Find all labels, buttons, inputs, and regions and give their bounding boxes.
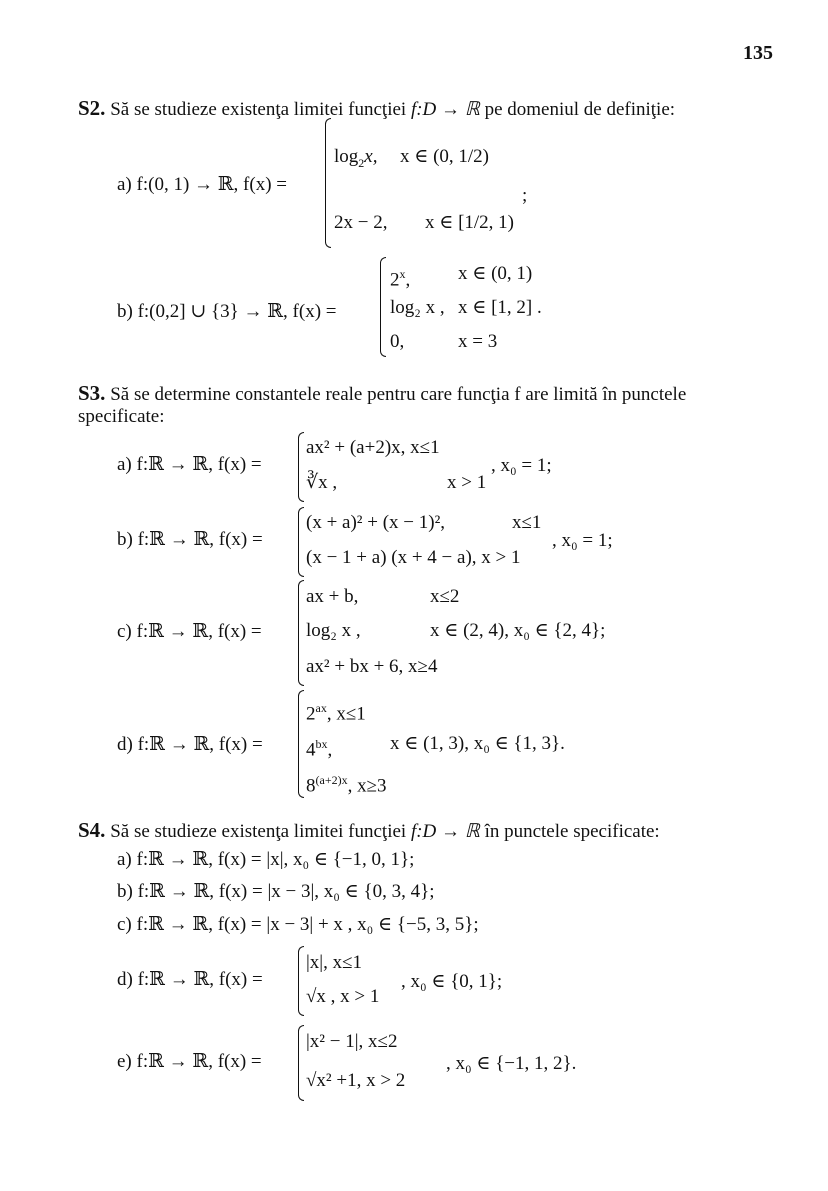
s3-a-case1: ax² + (a+2)x, x≤1 <box>306 437 440 458</box>
page-number: 135 <box>743 42 773 64</box>
s3-c-case3: ax² + bx + 6, x≥4 <box>306 656 438 677</box>
s4-b: b) f:ℝ → ℝ, f(x) = |x − 3|, x₀ ∈ {0, 3, 4}; <box>117 881 435 902</box>
s2-b-case3-cond: x = 3 <box>458 331 498 352</box>
s3-d-case2-sup: bx <box>315 737 328 751</box>
s3-d-case3-cond: , x≥3 <box>347 775 387 797</box>
s2-a-case1-base: 2 <box>358 155 365 170</box>
s2-label: S2. <box>78 96 106 120</box>
s3-d-case1-sup: ax <box>315 701 327 715</box>
s3-c-case2-cond: x ∈ (2, 4), x₀ ∈ {2, 4}; <box>430 620 606 641</box>
s2-b-case2-expr: log₂ x , <box>390 297 445 318</box>
s3-c-case1-cond: x≤2 <box>430 586 460 607</box>
s3-d-case1 <box>306 697 366 725</box>
s2-b-case3-expr: 0, <box>390 331 405 352</box>
s2-a-tail: ; <box>522 185 528 206</box>
s2-a-case1 <box>334 146 377 174</box>
s4-d-label: d) f:ℝ → ℝ, f(x) = <box>117 969 263 990</box>
s2-fd: f:D → ℝ <box>410 99 480 120</box>
s3-a-tail: , x₀ = 1; <box>491 455 552 476</box>
s4-c: c) f:ℝ → ℝ, f(x) = |x − 3| + x , x₀ ∈ {−5, 3, 5}; <box>117 914 479 935</box>
s4-e-case2: √x² +1, x > 2 <box>306 1070 406 1091</box>
s3-d-case2-base: 4 <box>306 739 316 761</box>
s3-d-case1-base: 2 <box>306 703 316 725</box>
s3-b-case2: (x − 1 + a) (x + 4 − a), x > 1 <box>306 547 521 568</box>
s2-a-case1-cond: x ∈ (0, 1/2) <box>400 146 489 167</box>
s4-a: a) f:ℝ → ℝ, f(x) = |x|, x₀ ∈ {−1, 0, 1}; <box>117 849 415 870</box>
s2-a-case2-expr: 2x − 2, <box>334 212 388 233</box>
s3-b-case1: (x + a)² + (x − 1)², <box>306 512 446 533</box>
s3-d-case3-base: 8 <box>306 775 316 797</box>
s3-b-label: b) f:ℝ → ℝ, f(x) = <box>117 529 263 550</box>
s3-label: S3. <box>78 381 106 405</box>
s2-b-case1-cond: x ∈ (0, 1) <box>458 263 533 284</box>
s4-e-brace <box>298 1025 304 1101</box>
s4-text-end: în punctele specificate: <box>484 821 660 842</box>
s4-e-case1: |x² − 1|, x≤2 <box>306 1031 398 1052</box>
s3-a-brace <box>298 432 304 502</box>
s2-text: Să se studieze existenţa limitei funcţiei <box>110 99 407 120</box>
s3-d-case1-cond: , x≤1 <box>326 703 366 725</box>
s4-d-case1: |x|, x≤1 <box>306 952 363 973</box>
s3-d-brace <box>298 690 304 798</box>
s3-a-label: a) f:ℝ → ℝ, f(x) = <box>117 454 262 475</box>
s3-d-case3-sup: (a+2)x <box>315 773 348 787</box>
s2-b-case1-expr: 2$^x$, <box>390 267 411 291</box>
s2-a-label: a) f:(0, 1) → ℝ, f(x) = <box>117 174 288 195</box>
s3-a-case2-cond: x > 1 <box>447 472 487 493</box>
s2-a-case1-var: x, <box>364 146 378 167</box>
s3-d-case2: $4^{bx}$, <box>306 737 333 761</box>
s2-b-case1-sup: x <box>399 267 406 281</box>
s3-c-case2: log₂ x , <box>306 620 361 641</box>
s3-b-case1-cond: x≤1 <box>512 512 542 533</box>
s2-text-end: pe domeniul de definiţie: <box>484 99 676 120</box>
s3-d-case3 <box>306 769 387 797</box>
s4-label: S4. <box>78 818 106 842</box>
s3-d-label: d) f:ℝ → ℝ, f(x) = <box>117 734 263 755</box>
s3-text2: specificate: <box>78 406 165 427</box>
s3-c-brace <box>298 580 304 686</box>
s4-d-tail: , x₀ ∈ {0, 1}; <box>401 971 503 992</box>
s4-heading <box>78 818 660 844</box>
s3-c-case1: ax + b, <box>306 586 359 607</box>
s3-a-case2-expr: ∛x , <box>306 472 338 493</box>
s2-b-case2-cond: x ∈ [1, 2] . <box>458 297 542 318</box>
s4-e-label: e) f:ℝ → ℝ, f(x) = <box>117 1051 262 1072</box>
s2-a-case1-expr: log <box>334 146 359 167</box>
s3-c-label: c) f:ℝ → ℝ, f(x) = <box>117 621 262 642</box>
s3-b-tail: , x₀ = 1; <box>552 530 613 551</box>
s3-text: Să se determine constantele reale pentru care funcţia f are limită în punctele <box>110 384 687 405</box>
s4-fd: f:D → ℝ <box>410 821 480 842</box>
s3-b-brace <box>298 507 304 577</box>
s2-b-brace <box>380 257 386 357</box>
s2-b-case1-base: 2 <box>390 269 400 291</box>
s2-a-brace <box>325 118 331 248</box>
s2-b-label: b) f:(0,2] ∪ {3} → ℝ, f(x) = <box>117 301 337 322</box>
s3-d-case2-cond: x ∈ (1, 3), x₀ ∈ {1, 3}. <box>390 733 565 754</box>
s4-text: Să se studieze existenţa limitei funcţiei <box>110 821 407 842</box>
s3-heading <box>78 381 686 407</box>
s4-e-tail: , x₀ ∈ {−1, 1, 2}. <box>446 1053 577 1074</box>
s2-a-case2-cond: x ∈ [1/2, 1) <box>425 212 514 233</box>
s4-d-brace <box>298 946 304 1016</box>
s2-heading <box>78 96 675 122</box>
s4-d-case2: √x , x > 1 <box>306 986 380 1007</box>
